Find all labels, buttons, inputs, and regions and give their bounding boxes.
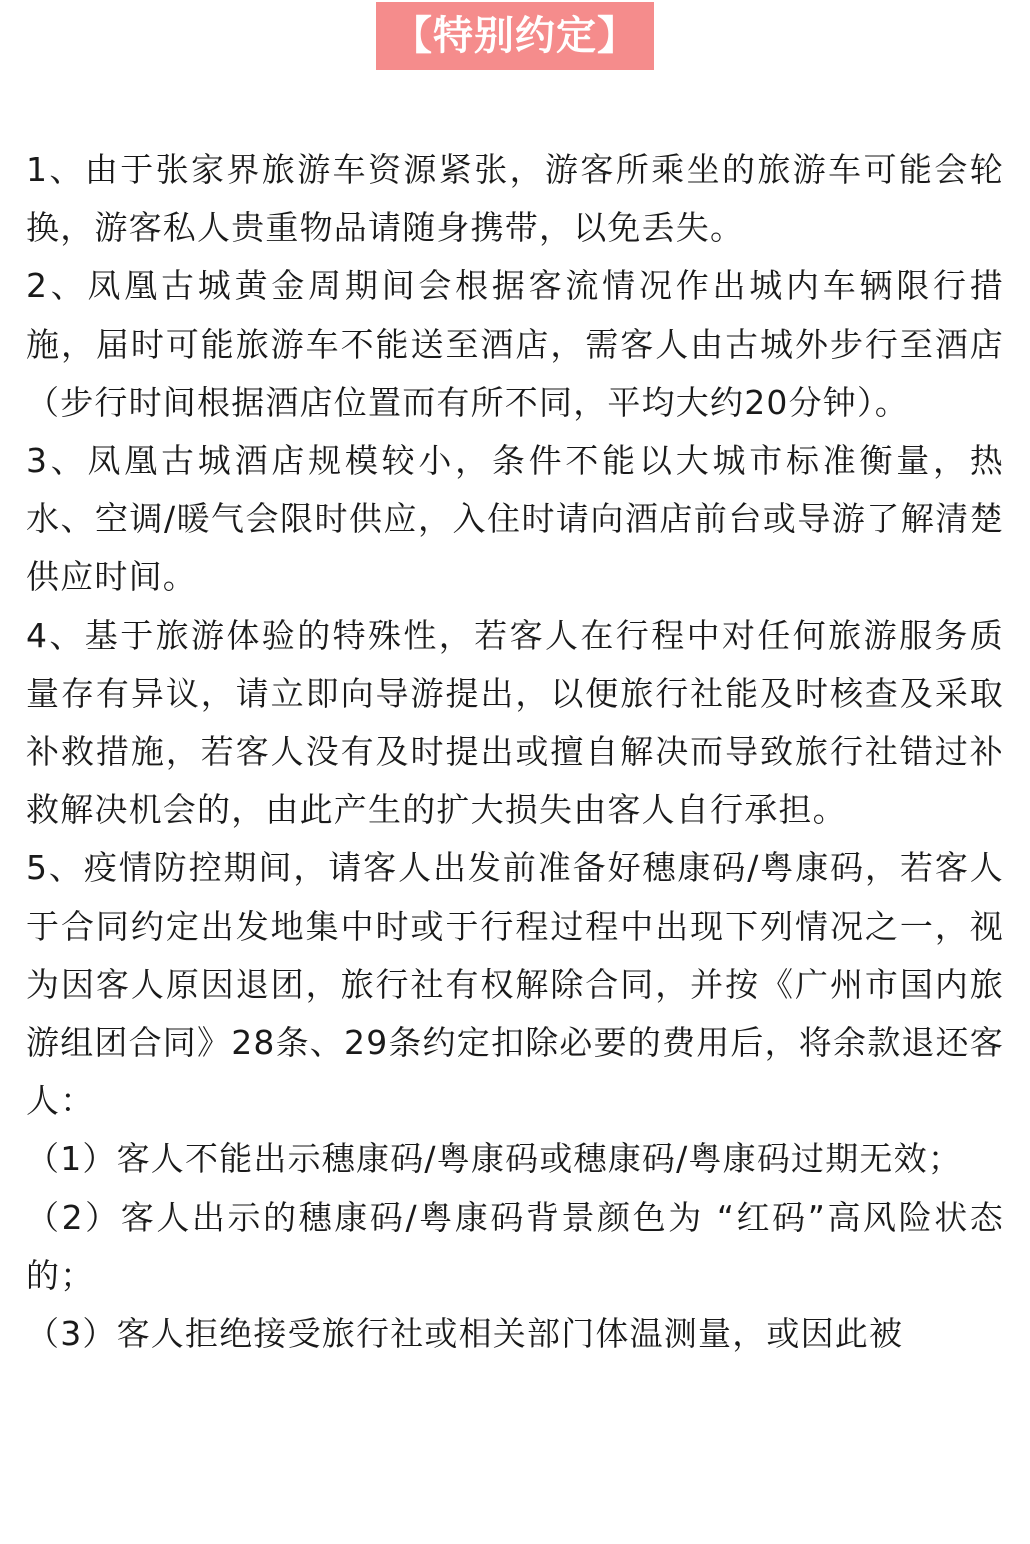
- term-paragraph-1: 1、由于张家界旅游车资源紧张，游客所乘坐的旅游车可能会轮换，游客私人贵重物品请随身携带，以免丢失。: [26, 150, 1004, 248]
- section-title: 【特别约定】: [376, 2, 654, 70]
- term-paragraph-3: 3、凤凰古城酒店规模较小，条件不能以大城市标准衡量，热水、空调/暖气会限时供应，入住时请向酒店前台或导游了解清楚供应时间。: [26, 441, 1004, 597]
- terms-content: [26, 141, 1004, 1363]
- term-subitem-3: （3）客人拒绝接受旅行社或相关部门体温测量，或因此被: [26, 1314, 904, 1354]
- term-paragraph-5: 5、疫情防控期间，请客人出发前准备好穗康码/粤康码，若客人于合同约定出发地集中时或于行程过程中出现下列情况之一，视为因客人原因退团，旅行社有权解除合同，并按《广州市国内旅游组团合同》28条、29条约定扣除必要的费用后，将余款退还客人：: [26, 848, 1004, 1121]
- term-paragraph-4: 4、基于旅游体验的特殊性，若客人在行程中对任何旅游服务质量存有异议，请立即向导游提出，以便旅行社能及时核查及采取补救措施，若客人没有及时提出或擅自解决而导致旅行社错过补救解决机会的，由此产生的扩大损失由客人自行承担。: [26, 615, 1004, 830]
- term-subitem-1: （1）客人不能出示穗康码/粤康码或穗康码/粤康码过期无效；: [26, 1139, 963, 1179]
- title-container: [0, 2, 1030, 70]
- term-paragraph-2: 2、凤凰古城黄金周期间会根据客流情况作出城内车辆限行措施，届时可能旅游车不能送至酒店，需客人由古城外步行至酒店（步行时间根据酒店位置而有所不同，平均大约20分钟）。: [26, 266, 1004, 422]
- term-subitem-2: （2）客人出示的穗康码/粤康码背景颜色为 “红码”高风险状态的；: [26, 1197, 1004, 1295]
